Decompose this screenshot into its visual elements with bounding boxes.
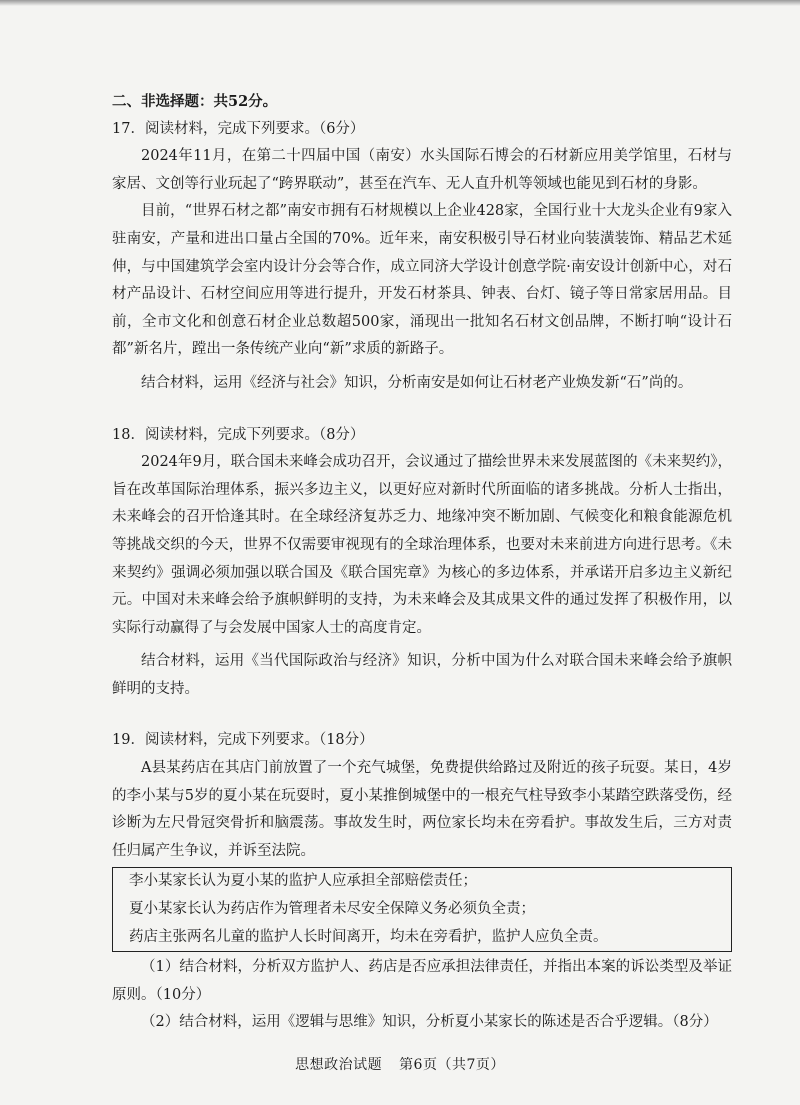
question-18-paragraph: 2024年9月，联合国未来峰会成功召开，会议通过了描绘世界未来发展蓝图的《未来契约》，旨在改革国际治理体系，振兴多边主义，以更好应对新时代所面临的诸多挑战。分析人士指出，未来峰会的召开恰逢其时。在全球经济复苏乏力、地缘冲突不断加剧、气候变化和粮食能源危机等挑战交织的今天，世界不仅需要审视现有的全球治理体系，也要对未来前进方向进行思考。《未来契约》强调必须加强以联合国及《联合国宪章》为核心的多边体系，并承诺开启多边主义新纪元。中国对未来峰会给予旗帜鲜明的支持，为未来峰会及其成果文件的通过发挥了积极作用，以实际行动赢得了与会发展中国家人士的高度肯定。 xyxy=(112,454,732,636)
claims-box xyxy=(112,867,732,952)
question-17-task: 结合材料，运用《经济与社会》知识，分析南安是如何让石材老产业焕发新“石”尚的。 xyxy=(141,374,693,391)
claim-item: 药店主张两名儿童的监护人长时间离开，均未在旁看护，监护人应负全责。 xyxy=(129,928,608,945)
question-18-task: 结合材料，运用《当代国际政治与经济》知识，分析中国为什么对联合国未来峰会给予旗帜鲜明的支持。 xyxy=(112,653,732,697)
question-19-heading: 19．阅读材料，完成下列要求。（18分） xyxy=(112,732,374,749)
spacer xyxy=(112,703,732,727)
scan-top-edge xyxy=(0,0,800,6)
page-footer xyxy=(0,1054,800,1074)
claim-item: 夏小某家长认为药店作为管理者未尽安全保障义务必须负全责； xyxy=(129,901,535,918)
question-19-sub-2: （2）结合材料，运用《逻辑与思维》知识，分析夏小某家长的陈述是否合乎逻辑。（8分） xyxy=(141,1014,718,1031)
question-17-paragraph: 2024年11月，在第二十四届中国（南安）水头国际石博会的石材新应用美学馆里，石材与家居、文创等行业玩起了“跨界联动”，甚至在汽车、无人直升机等领域也能见到石材的身影。 xyxy=(112,148,732,192)
exam-page xyxy=(112,88,732,1037)
question-17-paragraph: 目前，“世界石材之都”南安市拥有石材规模以上企业428家，全国行业十大龙头企业有9家入驻南安，产量和进出口量占全国的70%。近年来，南安积极引导石材业向装潢装饰、精品艺术延伸，与中国建筑学会室内设计分会等合作，成立同济大学设计创意学院·南安设计创新中心，对石材产品设计、石材空间应用等进行提升，开发石材茶具、钟表、台灯、镜子等日常家居用品。目前，全市文化和创意石材企业总数超500家，涌现出一批知名石材文创品牌，不断打响“设计石都”新名片，蹚出一条传统产业向“新”求质的新路子。 xyxy=(112,203,732,358)
spacer xyxy=(112,398,732,422)
question-19-sub-1: （1）结合材料，分析双方监护人、药店是否应承担法律责任，并指出本案的诉讼类型及举证原则。（10分） xyxy=(112,959,732,1003)
question-18-heading: 18．阅读材料，完成下列要求。（8分） xyxy=(112,426,365,443)
footer-subject: 思想政治试题 xyxy=(295,1057,383,1073)
footer-page-number: 第6页（共7页） xyxy=(399,1057,505,1073)
question-19-paragraph: A县某药店在其店门前放置了一个充气城堡，免费提供给路过及附近的孩子玩耍。某日，4岁的李小某与5岁的夏小某在玩耍时，夏小某推倒城堡中的一根充气柱导致李小某踏空跌落受伤，经诊断为左尺骨冠突骨折和脑震荡。事故发生时，两位家长均未在旁看护。事故发生后，三方对责任归属产生争议，并诉至法院。 xyxy=(112,760,732,859)
claim-item: 李小某家长认为夏小某的监护人应承担全部赔偿责任； xyxy=(129,873,477,890)
question-17-heading: 17．阅读材料，完成下列要求。（6分） xyxy=(112,120,365,137)
section-title: 二、非选择题：共52分。 xyxy=(112,93,278,110)
